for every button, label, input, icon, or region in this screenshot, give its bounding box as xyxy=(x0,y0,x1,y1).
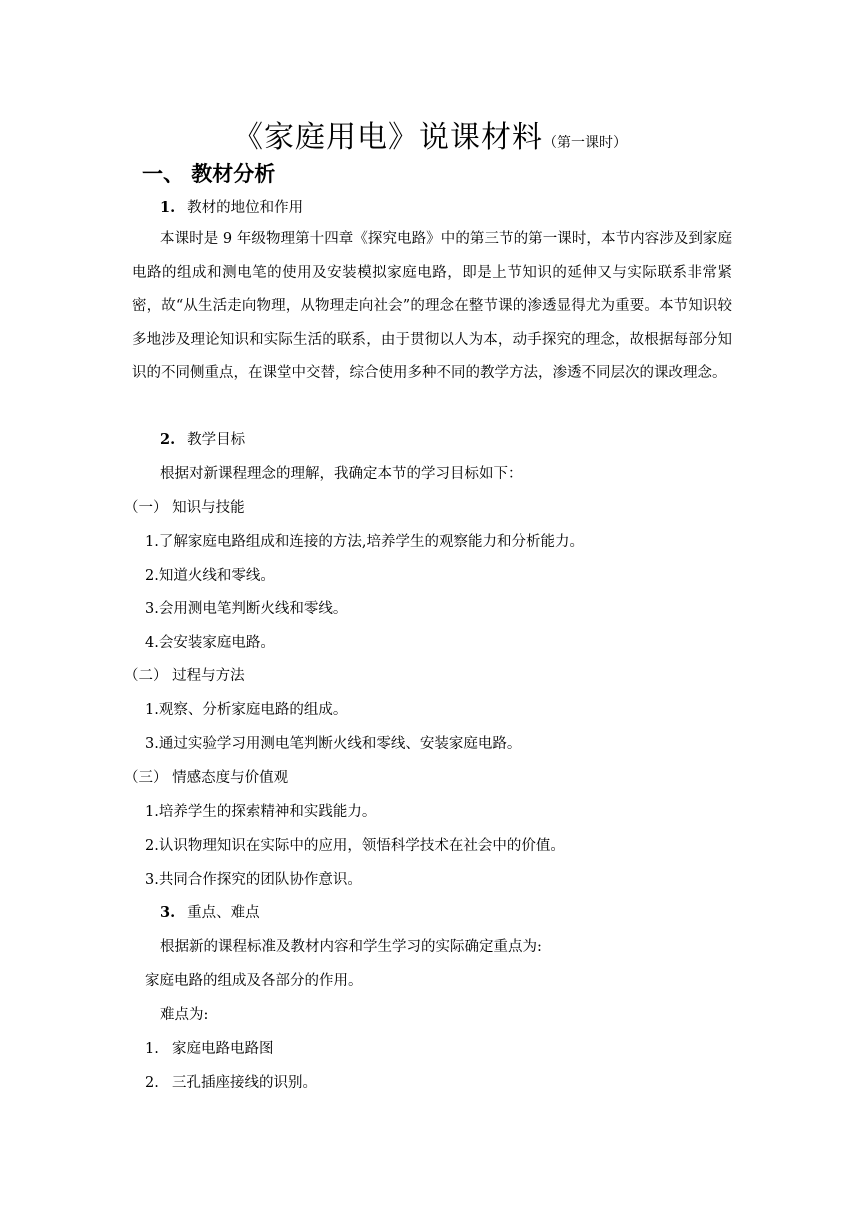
list-item: 2.知道火线和零线。 xyxy=(145,568,275,584)
key-point: 家庭电路的组成及各部分的作用。 xyxy=(145,973,363,989)
list-item-text: 家庭电路电路图 xyxy=(172,1041,274,1057)
list-item-number: 2. xyxy=(145,1075,159,1091)
subheading-3-label: 重点、难点 xyxy=(187,905,260,921)
subheading-1-label: 教材的地位和作用 xyxy=(187,200,304,216)
goal-group-3-title: （三） 情感态度与价值观 xyxy=(124,770,289,786)
goal-group-1-title: （一） 知识与技能 xyxy=(124,500,245,516)
list-item xyxy=(145,1071,317,1092)
subheading-1 xyxy=(160,196,303,217)
paragraph-position-role: 本课时是 9 年级物理第十四章《探究电路》中的第三节的第一课时，本节内容涉及到家庭电路的组成和测电笔的使用及安装模拟家庭电路，即是上节知识的延伸又与实际联系非常紧密，故“从生活走向物理，从物理走向社会”的理念在整节课的渗透显得尤为重要。本节知识较多地涉及理论知识和实际生活的联系，由于贯彻以人为本，动手探究的理念，故根据每部分知识的不同侧重点，在课堂中交替，综合使用多种不同的教学方法，渗透不同层次的课改理念。 xyxy=(132,231,732,382)
list-item: 2.认识物理知识在实际中的应用，领悟科学技术在社会中的价值。 xyxy=(145,838,565,854)
list-item: 1.培养学生的探索精神和实践能力。 xyxy=(145,804,377,820)
list-item: 1.了解家庭电路组成和连接的方法,培养学生的观察能力和分析能力。 xyxy=(145,534,584,550)
title-main: 《家庭用电》说课材料 xyxy=(233,120,543,155)
title-sub: （第一课时） xyxy=(543,135,627,151)
list-item: 1.观察、分析家庭电路的组成。 xyxy=(145,702,348,718)
objectives-intro: 根据对新课程理念的理解，我确定本节的学习目标如下： xyxy=(160,466,523,482)
subheading-2 xyxy=(160,428,245,449)
list-item: 3.会用测电笔判断火线和零线。 xyxy=(145,601,348,617)
subheading-1-number: 1. xyxy=(160,199,176,216)
subheading-3 xyxy=(160,901,260,922)
key-points-intro: 根据新的课程标准及教材内容和学生学习的实际确定重点为: xyxy=(160,939,542,955)
document-title xyxy=(0,112,860,156)
subheading-2-number: 2. xyxy=(160,431,176,448)
list-item: 3.通过实验学习用测电笔判断火线和零线、安装家庭电路。 xyxy=(145,736,522,752)
goal-group-2-title: （二） 过程与方法 xyxy=(124,668,245,684)
list-item-text: 三孔插座接线的识别。 xyxy=(172,1075,317,1091)
section-heading-textbook-analysis: 一、 教材分析 xyxy=(142,162,276,186)
difficult-points-intro: 难点为: xyxy=(160,1007,209,1023)
list-item: 3.共同合作探究的团队协作意识。 xyxy=(145,872,362,888)
list-item xyxy=(145,1037,274,1058)
list-item: 4.会安装家庭电路。 xyxy=(145,635,275,651)
subheading-2-label: 教学目标 xyxy=(187,432,246,448)
subheading-3-number: 3. xyxy=(160,904,176,921)
list-item-number: 1. xyxy=(145,1041,159,1057)
